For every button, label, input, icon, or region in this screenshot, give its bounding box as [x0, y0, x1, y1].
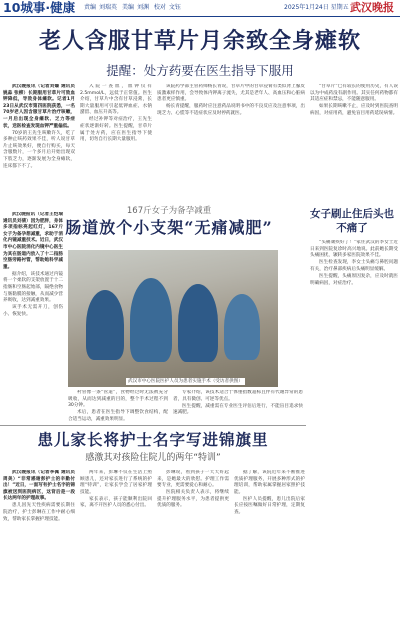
photo-caption: 武汉市中心医院医护人员为患者实施手术（受访者供图） — [128, 379, 243, 384]
article3-column-3 — [157, 470, 229, 622]
article-paragraph: 70岁的王先生咳嗽许久，吃了多种止咳药效果不佳，听人说甘草片止咳效果好，便自行购买，每天含服数片，一个多月后开始出现双下肢乏力，逐渐发展为全身瘫软，连床都下不了。 — [3, 130, 75, 169]
article-paragraph: 彭琳说，看到孩子一天天好起来，是她最大的欣慰。护理工作需要专业，更需要爱心和耐心。 — [157, 470, 229, 489]
article2-title: 肠道放个小支架“无痛减肥” — [65, 218, 273, 237]
main-headline: 老人含服甘草片月余致全身瘫软 — [38, 29, 361, 54]
main-subhead: 提醒：处方药要在医生指导下服用 — [106, 63, 294, 78]
article2-heading — [64, 206, 274, 249]
credit-name: 刘渊 — [136, 4, 149, 11]
article-paragraph: 据了解，该院近年来不断推进优质护理服务，开展多种形式的护理培训，帮助家属掌握居家照护技能。 — [234, 470, 305, 495]
section-title: 10城事·健康 — [3, 0, 76, 15]
article-paragraph: 该院药学部主管药师杨长青说，甘草片中的甘草浸膏有类似肾上腺皮质激素样作用，会导致体内钾离子流失，尤其是老年人、高血压和心脏病患者更应慎重。 — [157, 84, 305, 103]
article1-column-1 — [3, 84, 75, 198]
article-paragraph: 武汉晚报讯（记者李佩 通讯员周美）“非常感谢彭护士的辛勤付出！”近日，一面写有护士名字的锦旗被送到医院病区，这背后是一段长达两年的护理故事。 — [3, 470, 75, 502]
photo-figure — [86, 290, 124, 360]
article-paragraph: 专家介绍，该技术适合于体重指数超标且伴有代谢异常的患者，具有微创、可逆等优点。 — [173, 390, 303, 402]
article3-column-4 — [234, 470, 305, 622]
newspaper-logo: 武汉晚报 — [350, 1, 394, 14]
issue-date: 2025年1月24日 星期五 — [284, 4, 349, 11]
credit-label: 校对 — [153, 4, 166, 11]
article-paragraph: 家长表示，孩子能顺利出院回家，离不开医护人员的悉心付出。 — [80, 496, 152, 509]
article1-column-4 — [310, 84, 398, 198]
article-paragraph: 衬管像一条“管道”，食物经过时无法被充分吸收，从而达到减重的目的，整个手术过程不到30分钟。 — [68, 390, 168, 409]
photo-figure — [224, 294, 260, 360]
article-paragraph: 经过补钾等对症治疗，王先生症状逐渐好转。医生提醒，甘草片属于处方药，应在医生指导下使用，切勿自行长期大量服用。 — [80, 117, 152, 143]
article-paragraph: 医生提醒，减重需在专业医生评估后进行，不能盲目追求快速减肥。 — [173, 403, 303, 416]
article2-column-mid — [68, 390, 168, 424]
credit-label: 美编 — [121, 4, 134, 11]
article-paragraph: 如果长期咳嗽不止，应及时到医院查明病因，对症用药，避免盲目用药延误病情。 — [310, 104, 398, 116]
article-paragraph: 医护人员提醒，患儿出院后家长应按医嘱做好日常护理，定期复查。 — [234, 496, 305, 516]
article-paragraph: 武汉晚报讯（记者刘嫱 通讯员姚淼 张柳）长期服用甘草片可致血钾降低，导致身体瘫软。记者1月23日从武汉市第四医院获悉，一名70岁老人因含服甘草片治疗咳嗽，一月后出现全身瘫软、乏力等症状，送医检查发现血钾严重偏低。 — [3, 84, 75, 129]
article-paragraph: 患儿因先天性疾病需要长期住院治疗，护士彭琳在工作中耐心细致，帮助家长掌握护理技能。 — [3, 503, 75, 522]
article-paragraph: 武汉晚报讯（记者王恺瑞 通讯员刘倩）因为肥胖，身体多项指标亮起红灯，167斤女子为备孕想减重，求助于消化内镜减重技术。近日，武汉市中心医院消化内镜中心医生为其在肠道内放入了十二指肠空肠旁路衬管，帮助她科学减重。 — [3, 212, 63, 270]
side-article-title: 女子刷止住后头也不痛了 — [310, 208, 394, 234]
article-paragraph: 医院相关负责人表示，将继续提升护理服务水平，为患者提供更优质的服务。 — [157, 490, 229, 509]
side-article-body — [310, 240, 398, 620]
article2-column-left — [3, 212, 63, 422]
credit-name: 刘瑞英 — [99, 4, 118, 11]
article3-subtitle: 感激其对孩险住院儿的两年“特训” — [85, 453, 221, 463]
masthead — [0, 0, 400, 17]
article2-kicker: 167斤女子为备孕减重 — [126, 206, 212, 216]
credit-label: 责编 — [84, 4, 97, 11]
article1-column-3 — [157, 84, 305, 198]
article2-column-right — [173, 390, 303, 424]
article-paragraph: 医生检查发现，李女士头痛与鼻腔问题有关，治疗鼻部疾病后头痛明显缓解。 — [310, 260, 398, 272]
article-paragraph: 术后，患者在医生指导下调整饮食结构，配合适当运动，减重效果明显。 — [68, 410, 168, 422]
article1-column-2 — [80, 84, 152, 198]
article2-photo — [68, 250, 278, 387]
article-paragraph: 杨长青提醒，服药时应注意药品说明书中的不良反应及注意事项，出现乏力、心慌等不适症状应及时停药就医。 — [157, 104, 305, 116]
photo-figure — [178, 284, 218, 362]
editor-credits — [84, 3, 184, 13]
article-paragraph: 入院一查血，血钾仅有2.5mmol/L，远低于正常值。医生介绍，甘草片中含有甘草浸膏，长期大量服用可引起低钾血症、水钠潴留、血压升高等。 — [80, 84, 152, 116]
article3-column-1 — [3, 470, 75, 622]
article-paragraph: 据介绍，该技术通过内镜将一个柔软的支架放置于十二指肠和空肠起始部，隔绝食物与肠黏膜的接触，从而减少营养吸收，达到减重效果。 — [3, 271, 63, 304]
article-paragraph: 医生提醒，头痛原因复杂，应及时就医明确病因，对症治疗。 — [310, 273, 398, 286]
photo-figure — [130, 278, 172, 362]
credit-name: 文钰 — [168, 4, 181, 11]
section-divider — [0, 425, 306, 426]
article-paragraph: “头痛顽疾好了！”家住武汉的李女士近日来到医院复诊时高兴地说。此前她长期受头痛困扰，辗转多家医院效果不佳。 — [310, 240, 398, 259]
article3-column-2 — [80, 470, 152, 622]
article3-title: 患儿家长将护士名字写进锦旗里 — [37, 430, 269, 449]
article-paragraph: “甘草片”已有较长的使用历史，有人误以为中成药没有副作用。其实任何药物都有其适应症和禁忌，不能随意服用。 — [310, 84, 398, 103]
article-paragraph: 该手术无需开刀，创伤小、恢复快。 — [3, 305, 63, 317]
article-paragraph: 两年来，彭琳不仅在生活上照顾患儿，还对家长进行了系统的护理“特训”，让家长学会了居家护理技能。 — [80, 470, 152, 495]
